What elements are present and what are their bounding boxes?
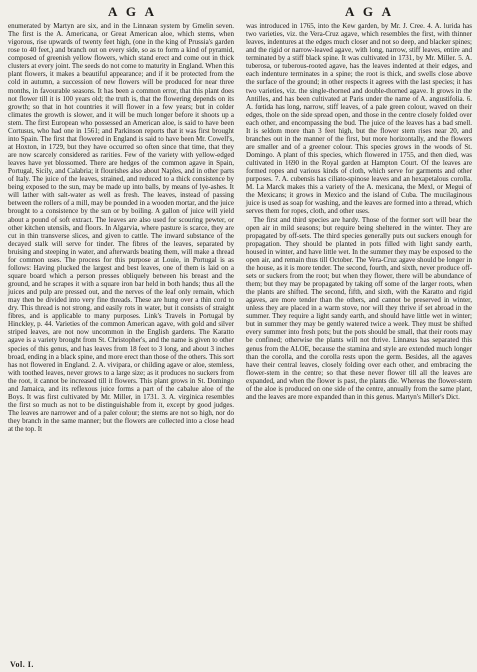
right-column bbox=[246, 22, 472, 401]
volume-footer: Vol. I. bbox=[10, 660, 34, 669]
paragraph: The first and third species are hardy. Those of the former sort will bear the open air in mild seasons; but require being sheltered in the winter. They are propagated by off-sets. The third species generally puts out suckers enough for propagation. They should be planted in pots filled with light sandy earth, housed in winter, and have little wet. In the summer they may be exposed to the open air, and remain thus till October. The Vera-Cruz agave should be longer in the house, as it is more tender. The second, fourth, and sixth, never produce off-sets or suckers from the root; but when they flower, there will be abundance of them; but they may be propagated by taking off some of the larger roots, when the plants are shifted. The second, fifth, and sixth, with the Karatto and rigid agaves, are more tender than the others, and cannot be preserved in winter, unless they are placed in a warm stove, nor will they thrive if set abroad in the summer. They require a light sandy earth, and should have little wet in winter; but in summer they may be gently watered twice a week. They must be shifted every summer into fresh pots; but the pots should be small, that their roots may be confined; otherwise the plants will not thrive. Linnæus has separated this genus from the ALOE, because the stamina and style are extended much longer than the corolla, and the corolla rests upon the germ. Besides, all the agaves have their central leaves, closely folding over each other, and embracing the flower-stem in the centre; so that these never flower till all the leaves are expanded, and when the flower is past, the plants die. Whereas the flower-stem of the aloe is produced on one side of the centre, annually from the same plant, and the leaves are more expanded than in this genus. Martyn's Miller's Dict. bbox=[246, 215, 472, 401]
paragraph: was introduced in 1765, into the Kew garden, by Mr. J. Cree. 4. A. lurida has two varieties, viz. the Vera-Cruz agave, which resembles the first, with thinner leaves, indentures at the edges much closer and not so deep, and blacker spines; and the rigid or narrow-leaved agave, with long, narrow, stiff leaves, entire and terminated by a stiff black spine. It was cultivated in 1731, by Mr. Miller. 5. A. tuberosa, or tuberous-rooted agave, has the leaves indented at their edges, and each indenture terminates in a spine; the root is thick, and swells close above the surface of the ground; in other respects it agrees with the last species; it has two varieties, viz. the single-thorned and double-thorned agave. It grows in the Antilles, and has been cultivated at Paris under the name of A. angustifolia. 6. A. fœtida has long, narrow, stiff leaves, of a pale green colour, waved on their edges, thole on the side spread open, and those in the centre closely folded over each other, and encompassing the bud. The juice of the leaves has a bad smell. It is seldom more than 3 feet high, but the flower stem rises near 20, and branches out in the manner of the first, but more horizontally, and the flowers are smaller and of a greener colour. This species grows in the woods of St. Domingo. A plant of this species, which flowered in 1755, and then died, was cultivated in 1690 in the Royal garden at Hampton Court. Of the leaves are formed ropes and various kinds of cloth, which serve for garments and other purposes. 7. A. cubensis has ciliato-spinose leaves and an hexapetalous corolla. M. La Marck makes this a variety of the A. mexicana, the Mexl, or Megui of the Mexicans; it grows in Mexico and the island of Cuba. The mucilaginous juice is used as soap for washing, and the leaves are formed into a thread, which serves them for ropes, cloth, and other uses. bbox=[246, 22, 473, 216]
running-head bbox=[0, 4, 477, 20]
running-head-right: A G A bbox=[345, 4, 394, 19]
running-head-left: A G A bbox=[108, 4, 157, 19]
paragraph: enumerated by Martyn are six, and in the Linnæan system by Gmelin seven. The first is the A. Americana, or Great American aloe, which stems, when vigorous, rise upwards of twenty feet high, (one in the king of Prussia's garden rose to 40 feet,) and branch out on every side, so as to form a kind of pyramid, composed of greenish yellow flowers, which stand erect and come out in thick clusters at every joint. The seeds do not come to maturity in England. When this plant flowers, it makes a beautiful appearance; and if it be protected from the cold in autumn, a succession of new flowers will be produced for near three months, in favourable seasons. It has been a common error, that this plant does not flower till it is 100 years old; the truth is, that the flowering depends on its growth; so that in hot countries it will flower in a few years; but in colder climates the growth is slower, and it will be much longer before it shoots up a stem. The first European who possessed an American aloe, is said to have been Cortusus, who had one in 1561; and Parkinson reports that it was first brought into Spain. The first that flowered in England is said to have been Mr. Cowell's, at Hoxton, in 1729, but they have occurred so often since that time, that they are now scarcely considered as rarities. Few of the variety with yellow-edged leaves have yet blossomed. There are hedges of the common agave in Spain, Portugal, Sicily, and Calabria; it flourishes also about Naples, and in other parts of Italy. The juice of the leaves, strained, and reduced to a thick consistence by being exposed to the sun, may be made up into balls, by means of lye-ashes. It will lather with salt-water as well as fresh. The leaves, instead of passing between the rollers of a mill, may be pounded in a wooden mortar, and the juice brought to a consistence by the sun or by boiling. A gallon of juice will yield about a pound of soft extract. The leaves are also used for scouring pewter, or other kitchen utensils, and floors. In Algarvia, where pasture is scarce, they are cut in thin transverse slices, and given to cattle. The inward substance of the decayed stalk will serve for tinder. The fibres of the leaves, separated by bruising and steeping in water, and afterwards beating them, will make a thread for common uses. The process for this purpose at Louie, in Portugal is as follows: Having plucked the largest and best leaves, one of them is laid on a square board which a person presses obliquely between his breast and the ground, and he scrapes it with a square iron bar held in both hands; thus all the juices and pulp are pressed out, and the nerves of the leaf only remain, which may then be divided into very fine threads. These are hung over a thin cord to dry. This thread is not strong, and easily rots in water, but it consists of straight fibres, and is applicable to many purposes. Link's Travels in Portugal by Hinckley, p. 44. Varieties of the common American agave, with gold and silver striped leaves, are not now uncommon in the English gardens. The Karatto agave is a variety brought from St. Christopher's, and the name is given to other species of this genus, and has leaves from 18 feet to 3 long, and about 3 inches broad, ending in a black spine, and more erect than those of the others. This sort has not flowered in England. 2. A. vivipara, or childing agave or aloe, stemless, with toothed leaves, never grows to a large size; as it produces no suckers from the root, it cannot be increased till it flowers. This plant grows in St. Domingo and Jamaica, and its reflexous juice forms a part of the cabalue aloe of the Boys. It was first cultivated by Mr. Miller, in 1731. 3. A. virginica resembles the first so much as not to be distinguishable from it, except by good judges. The leaves are narrower and of a paler colour; the stems are not so high, nor do they branch in the same manner; but the flowers are collected into a close head at the top. It bbox=[8, 22, 234, 434]
left-column bbox=[8, 22, 234, 433]
